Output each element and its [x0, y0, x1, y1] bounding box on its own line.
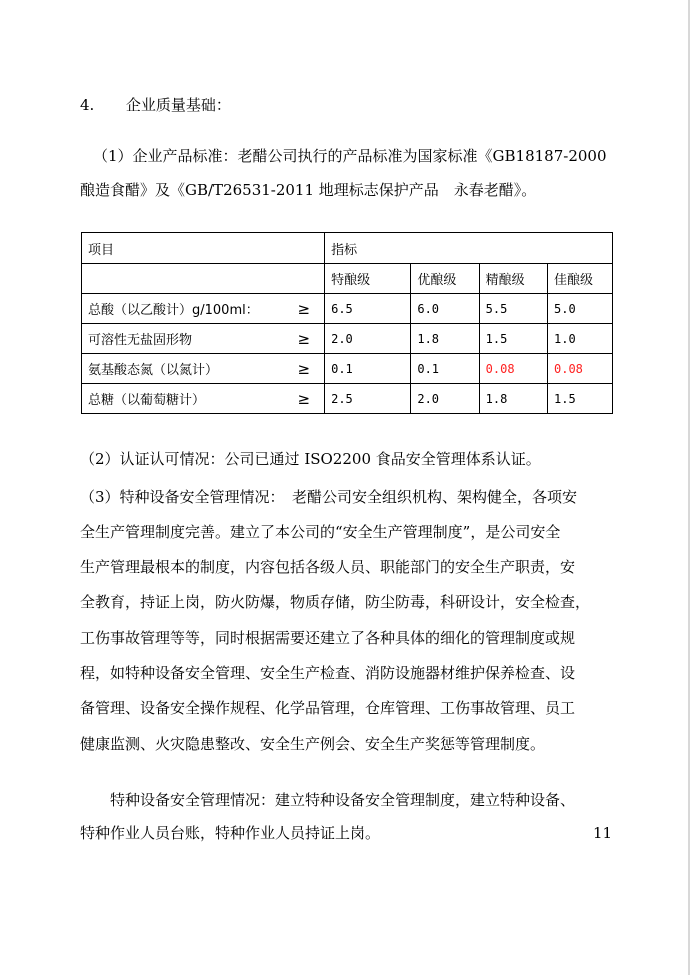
table-row: [82, 324, 613, 354]
value-cell-highlighted: 0.08: [479, 354, 547, 384]
grade-header: 特酿级: [325, 264, 411, 294]
value-cell: 1.5: [548, 384, 613, 414]
value-cell: 6.0: [411, 294, 479, 324]
section-number: 4.: [80, 96, 95, 114]
equipment-line: 全生产管理制度完善。建立了本公司的“安全生产管理制度”，是公司安全: [80, 523, 561, 541]
certification-text: （2）认证认可情况：公司已通过 ISO2200 食品安全管理体系认证。: [80, 450, 541, 468]
value-cell: 1.0: [548, 324, 613, 354]
quality-spec-table: [81, 232, 613, 414]
table-row: [82, 354, 613, 384]
row-item-cell: [82, 354, 325, 384]
row-item-cell: [82, 384, 325, 414]
value-cell: 5.5: [479, 294, 547, 324]
table-row: [82, 384, 613, 414]
value-cell: 2.0: [411, 384, 479, 414]
grade-header: 精酿级: [479, 264, 547, 294]
value-cell-highlighted: 0.08: [548, 354, 613, 384]
value-cell: 1.8: [479, 384, 547, 414]
row-item-label: 总酸（以乙酸计）g/100ml：: [88, 303, 259, 318]
section-title: 企业质量基础：: [125, 96, 231, 114]
equipment-line: 全教育，持证上岗，防火防爆，物质存储，防尘防毒，科研设计，安全检查，: [80, 593, 591, 611]
grade-header-row: [82, 264, 613, 294]
row-item-cell: [82, 324, 325, 354]
value-cell: 2.0: [325, 324, 411, 354]
equipment-line: 生产管理最根本的制度，内容包括各级人员、职能部门的安全生产职责，安: [80, 558, 576, 576]
row-item-label: 可溶性无盐固形物: [88, 333, 193, 348]
col-indicator-header: 指标: [325, 233, 613, 264]
row-item-label: 总糖（以葡萄糖计）: [88, 393, 206, 408]
special-equipment-line-1: 特种设备安全管理情况：建立特种设备安全管理制度，建立特种设备、: [110, 791, 576, 809]
gte-symbol: ≥: [297, 329, 311, 348]
empty-cell: [82, 264, 325, 294]
value-cell: 6.5: [325, 294, 411, 324]
page-number: 11: [593, 824, 613, 842]
special-equipment-line-2: 特种作业人员台账，特种作业人员持证上岗。: [80, 824, 381, 842]
value-cell: 1.8: [411, 324, 479, 354]
section-heading: [80, 95, 231, 115]
standards-line-2: 酿造食醋》及《GB/T26531-2011 地理标志保护产品 永春老醋》。: [80, 181, 537, 199]
value-cell: 0.1: [411, 354, 479, 384]
grade-header: 佳酿级: [548, 264, 613, 294]
row-item-label: 氨基酸态氮（以氮计）: [88, 363, 219, 378]
row-item-cell: [82, 294, 325, 324]
col-item-header: 项目: [82, 233, 325, 264]
gte-symbol: ≥: [297, 299, 311, 318]
equipment-line: （3）特种设备安全管理情况： 老醋公司安全组织机构、架构健全，各项安: [80, 488, 578, 506]
gte-symbol: ≥: [297, 359, 311, 378]
equipment-line: 程，如特种设备安全管理、安全生产检查、消防设施器材维护保养检查、设: [80, 664, 576, 682]
table-row: [82, 294, 613, 324]
value-cell: 5.0: [548, 294, 613, 324]
equipment-line: 备管理、设备安全操作规程、化学品管理，仓库管理、工伤事故管理、员工: [80, 699, 576, 717]
value-cell: 1.5: [479, 324, 547, 354]
value-cell: 2.5: [325, 384, 411, 414]
gte-symbol: ≥: [297, 389, 311, 408]
table-header-row: [82, 233, 613, 264]
equipment-line: 工伤事故管理等等，同时根据需要还建立了各种具体的细化的管理制度或规: [80, 629, 576, 647]
grade-header: 优酿级: [411, 264, 479, 294]
value-cell: 0.1: [325, 354, 411, 384]
standards-line-1: （1）企业产品标准：老醋公司执行的产品标准为国家标准《GB18187-2000: [93, 147, 607, 165]
equipment-line: 健康监测、火灾隐患整改、安全生产例会、安全生产奖惩等管理制度。: [80, 735, 546, 753]
